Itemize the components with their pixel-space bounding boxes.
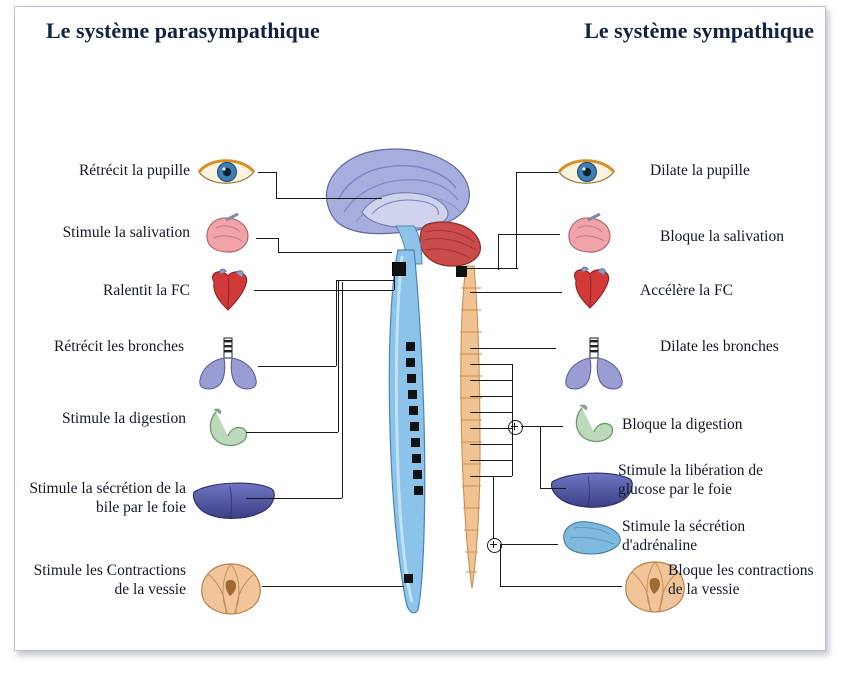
label-symp-bronchi: Dilate les bronches (660, 338, 779, 355)
parasympathetic-title: Le système parasympathique (46, 18, 320, 43)
cord-node-3 (407, 374, 416, 383)
label-para-pupil: Rétrécit la pupille (78, 162, 190, 179)
wire-para-gland-h1 (256, 238, 278, 239)
cord-node-2 (406, 358, 415, 367)
wire-symp-liver-h (540, 488, 566, 489)
label-para-digestion: Stimule la digestion (62, 410, 186, 427)
wire-symp-bladder-v (500, 544, 501, 586)
salivary-gland-illustration (560, 212, 618, 256)
lungs-illustration (556, 338, 632, 392)
wire-symp-bladder-h (500, 586, 622, 587)
label-symp-digestion: Bloque la digestion (622, 416, 743, 433)
wire-para-bladder-h (262, 586, 404, 587)
wire-para-gland-v (278, 238, 279, 252)
label-para-bile: Stimule la sécrétion de la bile par le foie (29, 480, 186, 516)
wire-chain-rung-4 (470, 412, 512, 413)
wire-para-gland-h2 (278, 252, 392, 253)
wire-symp-heart-h (470, 292, 562, 293)
label-symp-salivation: Bloque la salivation (660, 228, 784, 245)
label-para-heart-rate: Ralentit la FC (103, 282, 190, 299)
wire-symp-eye-h2 (462, 268, 518, 269)
wire-para-eye-h2 (276, 198, 382, 199)
label-para-bronchi: Rétrécit les bronches (54, 338, 184, 355)
wire-para-stomach-v (338, 280, 339, 432)
label-symp-adrenaline: Stimule la sécrétion d'adrénaline (622, 518, 746, 554)
label-symp-bladder: Bloque les contractions de la vessie (668, 562, 814, 598)
wire-chain-rung-3 (470, 396, 512, 397)
cord-node-sacral (404, 574, 413, 583)
cord-node-10 (414, 486, 423, 495)
wire-chain-bus (512, 364, 513, 476)
label-symp-glucose: Stimule la libération de glucose par le foie (618, 462, 764, 498)
sympathetic-title: Le système sympathique (584, 18, 814, 43)
wire-symp-adrenal-h (500, 544, 558, 545)
label-symp-heart-rate: Accélère la FC (640, 282, 733, 299)
wire-para-liver-v (342, 282, 343, 498)
cord-node-4 (408, 390, 417, 399)
spinal-cord-illustration (380, 250, 440, 620)
adrenal-gland-illustration (556, 518, 626, 558)
wire-symp-lower-v (493, 476, 494, 538)
sympathetic-chain-illustration (452, 262, 492, 592)
cord-node-7 (411, 438, 420, 447)
wire-chain-rung-5 (470, 428, 512, 429)
wire-chain-rung-2 (470, 380, 512, 381)
wire-symp-gland-h (498, 234, 560, 235)
wire-symp-eye-h (516, 172, 558, 173)
wire-chain-rung-8 (470, 476, 512, 477)
cord-node-8 (412, 454, 421, 463)
cord-node-6 (410, 422, 419, 431)
heart-illustration (562, 266, 620, 312)
label-para-salivation: Stimule la salivation (62, 224, 190, 241)
wire-chain-rung-6 (470, 444, 512, 445)
wire-para-liver-h (246, 498, 342, 499)
wire-symp-eye-v (516, 172, 517, 268)
cord-node-1 (406, 342, 415, 351)
eye-illustration (556, 152, 618, 192)
cord-node-5 (409, 406, 418, 415)
wire-chain-rung-7 (470, 460, 512, 461)
label-para-bladder: Stimule les Contractions de la vessie (33, 562, 186, 598)
salivary-gland-illustration (198, 212, 256, 256)
wire-para-eye-v (276, 172, 277, 198)
wire-para-eye-h1 (258, 172, 276, 173)
liver-illustration (190, 478, 278, 526)
heart-illustration (200, 268, 258, 314)
wire-symp-gland-v (498, 234, 499, 270)
stomach-illustration (562, 404, 624, 452)
wire-para-lung-v (336, 280, 337, 366)
wire-para-heart (254, 290, 394, 291)
wire-para-lung-h2 (336, 280, 394, 281)
wire-para-stomach-h (246, 432, 338, 433)
wire-para-lung-h (258, 366, 336, 367)
bladder-illustration (196, 558, 266, 616)
wire-para-heart-v (394, 274, 395, 290)
wire-chain-rung-1 (470, 364, 512, 365)
label-symp-pupil: Dilate la pupille (650, 162, 750, 179)
eye-illustration (196, 152, 258, 192)
lungs-illustration (190, 338, 266, 392)
wire-symp-liver-v (540, 426, 541, 488)
wire-symp-lung-h (470, 348, 556, 349)
wire-symp-stomach-h (521, 426, 563, 427)
cord-node-9 (413, 470, 422, 479)
